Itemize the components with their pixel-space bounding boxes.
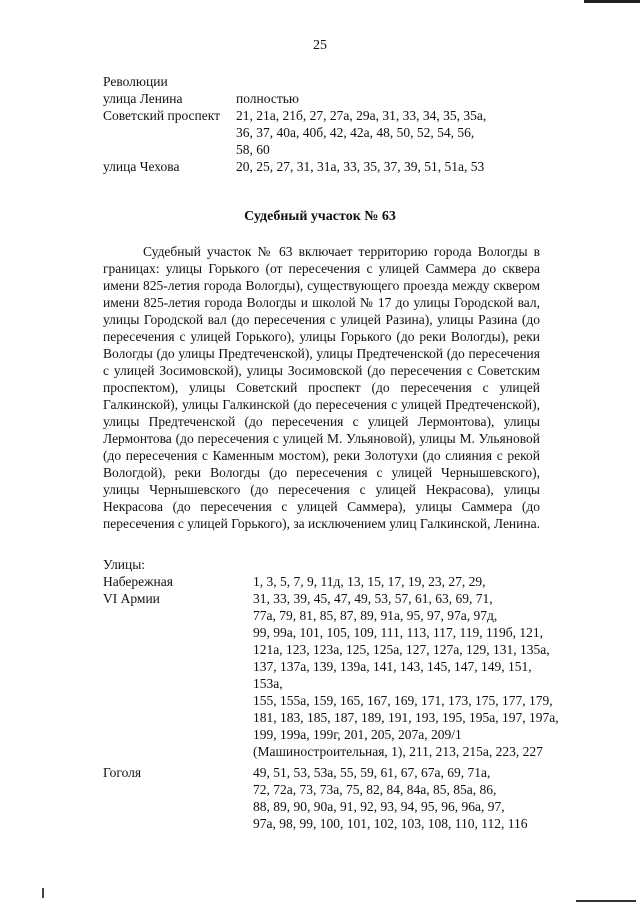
street-name: улица Чехова	[103, 159, 180, 174]
streets-label: Улицы:	[103, 557, 146, 572]
scan-edge-mark	[584, 0, 640, 3]
list-item	[103, 107, 563, 158]
street-name: улица Ленина	[103, 91, 183, 106]
house-numbers: 1, 3, 5, 7, 9, 11д, 13, 15, 17, 19, 23, 27, 29, 31, 33, 39, 45, 47, 49, 53, 57, 61, 63, 69, 71, 77а, 79, 81, 85, 87, 89, 91а, 95, 97, 97а, 97д, 99, 99а, 101, 105, 109, 111, 113, 117, 119, 119б, 121, 121а, 123, 123а, 125, 125а, 127, 127а, 129, 131, 135а, 137, 137а, 139, 139а, 141, 143, 145, 147, 149, 151, 153а, 155, 155а, 159, 165, 167, 169, 171, 173, 175, 177, 179, 181, 183, 185, 187, 189, 191, 193, 195, 195а, 197, 197а, 199, 199а, 199г, 201, 205, 207а, 209/1 (Машиностроительная, 1), 211, 213, 215а, 223, 227	[253, 574, 559, 759]
list-item	[103, 573, 563, 760]
house-numbers: 21, 21а, 21б, 27, 27а, 29а, 31, 33, 34, 35, 35а, 36, 37, 40а, 40б, 42, 42а, 48, 50, 52, 54, 56, 58, 60	[236, 108, 487, 157]
bottom-street-list-continued	[103, 764, 563, 832]
house-numbers: полностью	[236, 91, 299, 106]
top-street-list	[103, 73, 563, 175]
street-name: Советский проспект	[103, 108, 221, 123]
street-name: Набережная VI Армии	[103, 574, 173, 606]
scan-dot-mark	[42, 888, 44, 898]
street-name: Гоголя	[103, 765, 142, 780]
body-paragraph: Судебный участок № 63 включает территорию города Вологды в границах: улицы Горького (от пересечения с улицей Саммера до сквера имени 825-летия города Вологды), существующего проезда между сквером имени 825-летия города Вологды и школой № 17 до улицы Городской вал, улицы Городской вал (до пересечения с улицей Разина), улицы Разина (до пересечения с улицей Горького), улицы Горького (до реки Вологды), реки Вологды (до улицы Предтеченской), улицы Предтеченской (до пересечения с улицей Зосимовской), улицы Зосимовской (до пересечения с Советским проспектом), улицы Советский проспект (до пересечения с улицей Галкинской), улицы Галкинской (до пересечения с улицей Предтеченской), улицы Предтеченской (до пересечения с улицей Лермонтова), улицы Лермонтова (до пересечения с улицей М. Ульяновой), улицы М. Ульяновой (до пересечения с Каменным мостом), реки Золотухи (до слияния с рекой Вологдой), реки Вологды (до пересечения с улицей Чернышевского), улицы Чернышевского (до пересечения с улицей Некрасова), улицы Некрасова (до пересечения с улицей Саммера), улицы Саммера (до пересечения с улицей Горького), за исключением улиц Галкинской, Ленина.	[103, 244, 540, 531]
scan-edge-mark	[576, 900, 636, 902]
page-number: 25	[313, 38, 327, 53]
section-heading: Судебный участок № 63	[244, 209, 396, 224]
house-numbers: 20, 25, 27, 31, 31а, 33, 35, 37, 39, 51, 51а, 53	[236, 159, 485, 174]
bottom-street-list	[103, 556, 563, 760]
list-item	[103, 90, 563, 107]
list-item	[103, 764, 563, 832]
house-numbers: 49, 51, 53, 53а, 55, 59, 61, 67, 67а, 69, 71а, 72, 72а, 73, 73а, 75, 82, 84, 84а, 85, 85а, 86, 88, 89, 90, 90а, 91, 92, 93, 94, 95, 96, 96а, 97, 97а, 98, 99, 100, 101, 102, 103, 108, 110, 112, 116	[253, 765, 528, 831]
list-item	[103, 158, 563, 175]
list-heading: Революции	[103, 74, 168, 89]
